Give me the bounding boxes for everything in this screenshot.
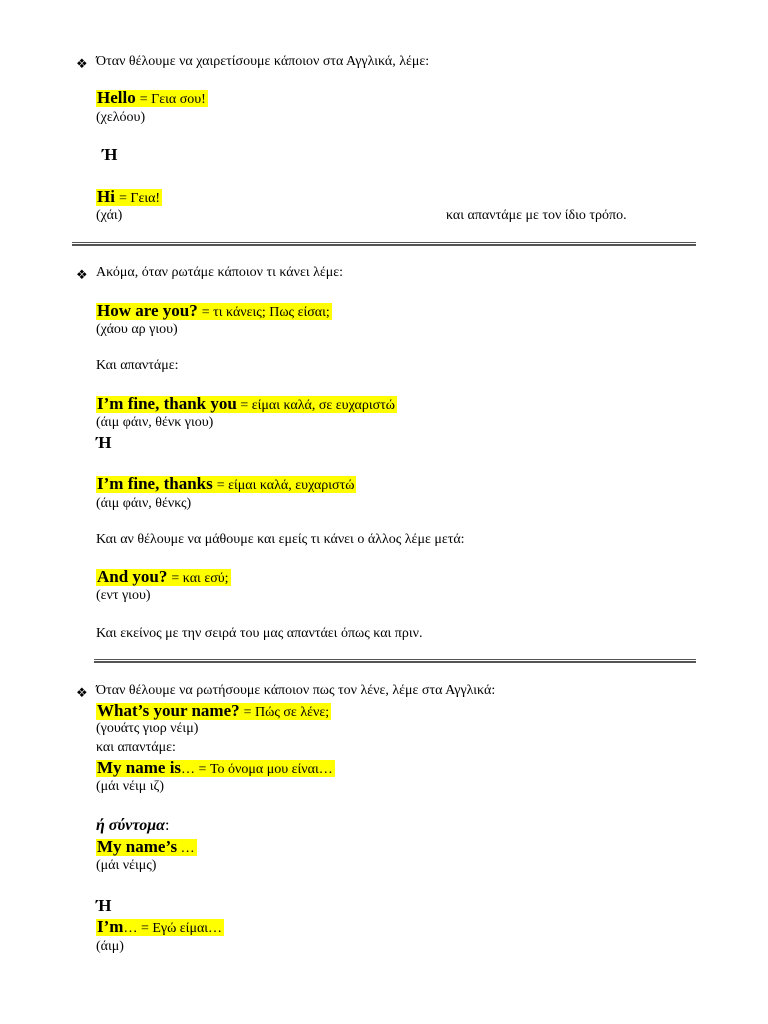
phrase-hi-pronunciation: (χάι) [96,208,123,223]
phrase-hello [96,89,208,108]
phrase-and-you [96,568,231,587]
phrase-im-dots: … [123,921,138,936]
phrase-hello-en: Hello [97,88,136,107]
phrase-im-gr: = Εγώ είμαι… [137,921,223,936]
answer-label: και απαντάμε: [96,740,176,755]
phrase-how-are-you [96,302,332,321]
phrase-whats-your-name [96,702,331,721]
or-label: Ή [96,433,112,452]
phrase-names-en: My name’s [97,837,178,856]
section2-intro: Ακόμα, όταν ρωτάμε κάποιον τι κάνει λέμε: [96,265,344,280]
phrase-how-pronunciation: (χάου αρ γιου) [96,322,178,337]
section1-intro: Όταν θέλουμε να χαιρετίσουμε κάποιον στα Αγγλικά, λέμε: [96,54,430,69]
phrase-thanks-en: I’m fine, thanks [97,474,213,493]
phrase-my-names [96,838,197,857]
phrase-fine-thanks [96,475,356,494]
or-label: Ή [96,896,112,915]
phrase-how-gr: = τι κάνεις; Πως είσαι; [201,305,330,320]
bullet-icon: ❖ [76,56,88,71]
section3-intro: Όταν θέλουμε να ρωτήσουμε κάποιον πως τον λένε, λέμε στα Αγγλικά: [96,683,496,698]
bullet-icon: ❖ [76,685,88,700]
short-form-colon: : [164,817,170,834]
phrase-thanks-pronunciation: (άιμ φάιν, θένκς) [96,496,192,511]
section-separator [94,659,696,663]
phrase-hello-pronunciation: (χελόου) [96,110,146,125]
short-form-label [96,817,169,835]
answer-label: Και απαντάμε: [96,358,179,373]
or-label: Ή [102,145,118,164]
phrase-hi-gr: = Γεια! [118,191,161,206]
phrase-hi-en: Hi [97,187,115,206]
section-separator [72,242,696,246]
phrase-hi [96,188,162,207]
phrase-names-dots: … [177,841,195,856]
phrase-thanks-gr: = είμαι καλά, ευχαριστώ [216,478,355,493]
phrase-names-pronunciation: (μάι νέιμς) [96,858,157,873]
phrase-fine-pronunciation: (άιμ φάιν, θένκ γιου) [96,415,214,430]
phrase-hello-gr: = Γεια σου! [139,92,206,107]
phrase-myname-gr: = Το όνομα μου είναι… [195,762,333,777]
phrase-how-en: How are you? [97,301,198,320]
phrase-name-en: What’s your name? [97,701,240,720]
phrase-name-pronunciation: (γουάτς γιορ νέιμ) [96,721,199,736]
ask-back-text: Και αν θέλουμε να μάθουμε και εμείς τι κάνει ο άλλος λέμε μετά: [96,532,465,547]
phrase-myname-en: My name is [97,758,182,777]
phrase-im-en: I’m [97,917,124,936]
phrase-andyou-en: And you? [97,567,168,586]
phrase-my-name-is [96,759,335,778]
phrase-im [96,918,224,937]
phrase-fine-gr: = είμαι καλά, σε ευχαριστώ [236,398,395,413]
closing-text: Και εκείνος με την σειρά του μας απαντάει όπως και πριν. [96,626,423,641]
phrase-im-pronunciation: (άιμ) [96,939,124,954]
bullet-icon: ❖ [76,267,88,282]
phrase-myname-dots: … [181,762,196,777]
phrase-fine-thank-you [96,395,397,414]
phrase-fine-en: I’m fine, thank you [97,394,237,413]
short-form-text: ή σύντομα [96,817,165,834]
reply-note: και απαντάμε με τον ίδιο τρόπο. [446,208,627,223]
phrase-name-gr: = Πώς σε λένε; [243,705,330,720]
phrase-andyou-gr: = και εσύ; [171,571,229,586]
phrase-myname-pronunciation: (μάι νέιμ ιζ) [96,779,164,794]
phrase-andyou-pronunciation: (εντ γιου) [96,588,151,603]
